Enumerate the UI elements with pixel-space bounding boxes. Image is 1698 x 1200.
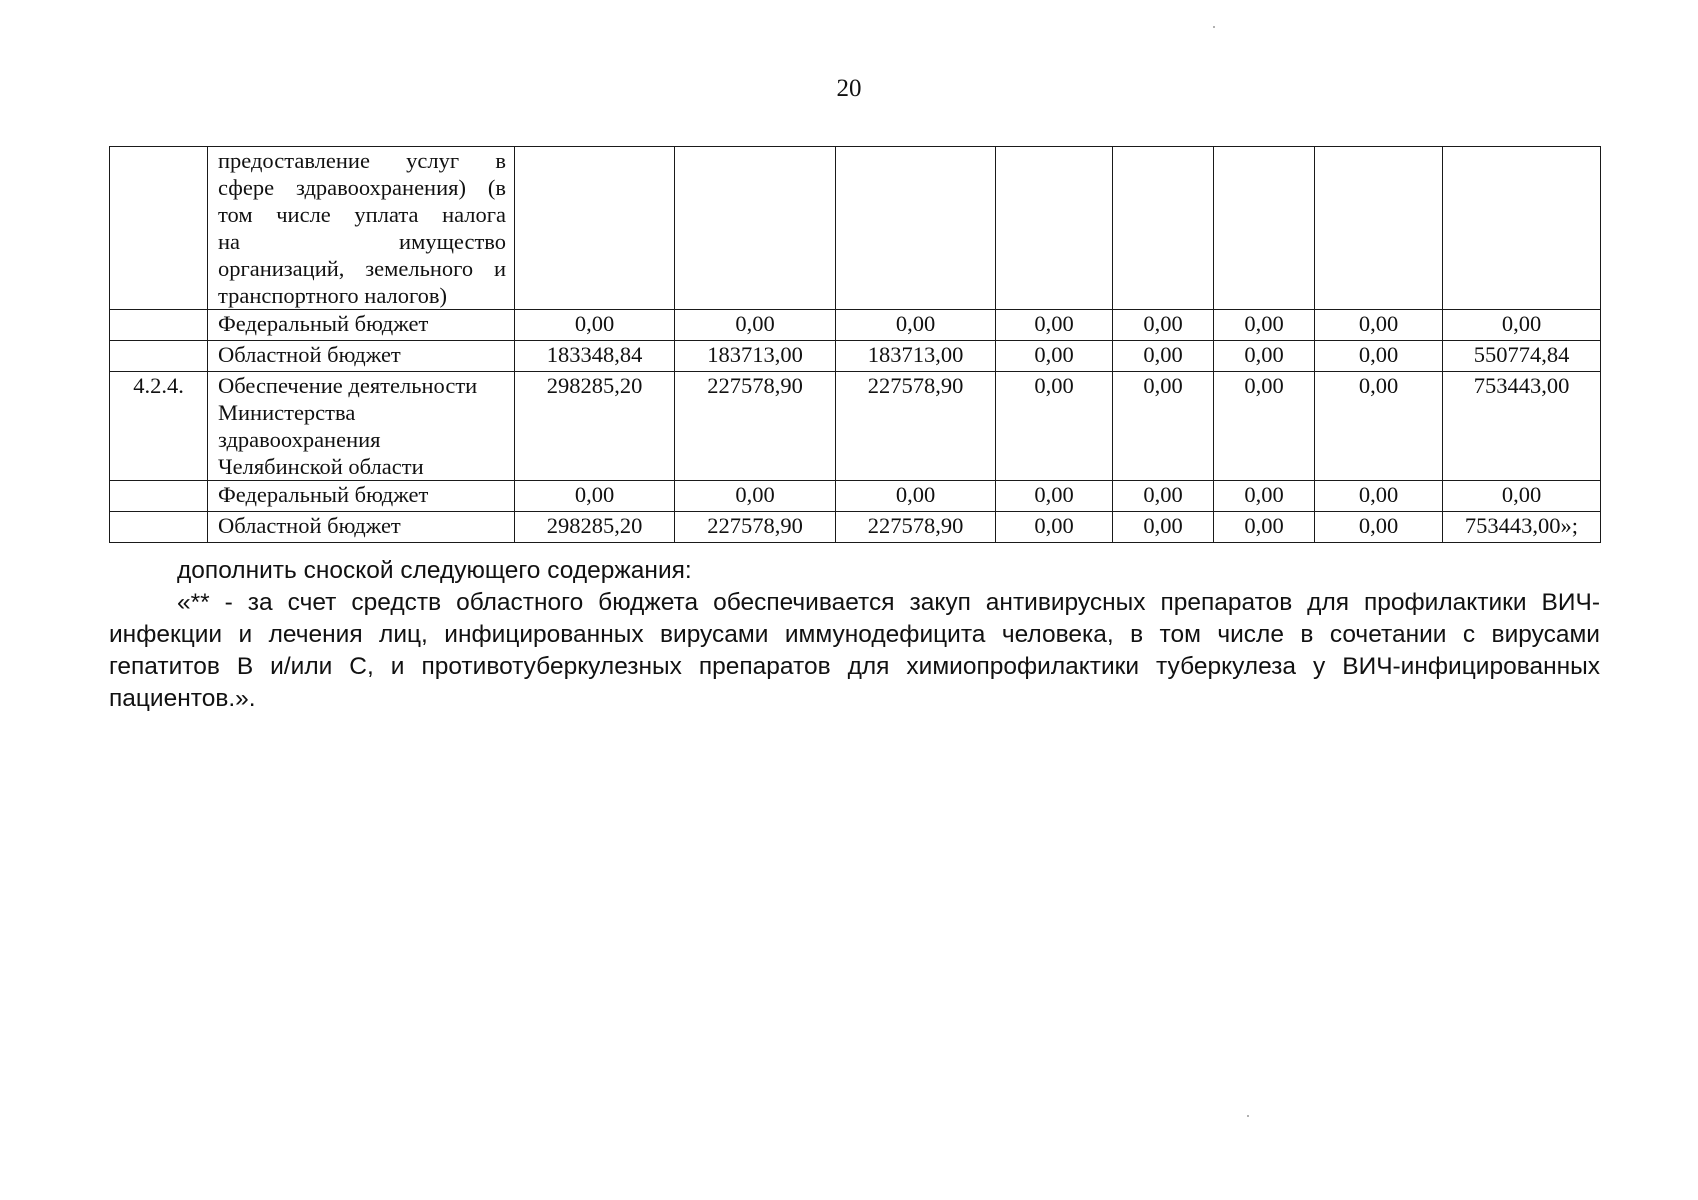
row-name: Областной бюджет	[208, 341, 515, 372]
row-value	[1113, 147, 1214, 310]
scan-speck	[1247, 1115, 1249, 1117]
row-name-line: здравоохранения	[218, 427, 381, 452]
table-row	[110, 372, 1601, 481]
table-row	[110, 481, 1601, 512]
row-value: 0,00	[1315, 481, 1443, 512]
row-value	[515, 147, 675, 310]
row-value: 0,00	[836, 481, 996, 512]
scan-speck	[1213, 26, 1215, 28]
row-code	[110, 147, 208, 310]
row-name: Федеральный бюджет	[208, 481, 515, 512]
row-value: 0,00	[1315, 512, 1443, 543]
row-value: 0,00	[996, 341, 1113, 372]
row-value: 227578,90	[836, 512, 996, 543]
budget-table	[109, 146, 1601, 543]
row-value	[1443, 147, 1601, 310]
row-value: 0,00	[996, 310, 1113, 341]
row-value: 0,00	[1113, 481, 1214, 512]
row-value: 0,00	[836, 310, 996, 341]
row-value: 227578,90	[675, 512, 836, 543]
row-name	[208, 147, 515, 310]
row-value: 0,00	[996, 372, 1113, 481]
row-name-line: предоставление услуг в	[218, 148, 506, 173]
row-name-line: сфере здравоохранения) (в	[218, 175, 506, 200]
row-value: 183348,84	[515, 341, 675, 372]
row-value	[675, 147, 836, 310]
row-value: 0,00	[1315, 310, 1443, 341]
row-value: 298285,20	[515, 372, 675, 481]
row-value: 0,00	[1214, 310, 1315, 341]
row-value: 298285,20	[515, 512, 675, 543]
row-value: 183713,00	[836, 341, 996, 372]
table-row	[110, 147, 1601, 310]
row-value	[1214, 147, 1315, 310]
row-value: 0,00	[1113, 372, 1214, 481]
row-value: 227578,90	[836, 372, 996, 481]
row-name-line: Обеспечение деятельности	[218, 373, 478, 398]
row-value: 0,00	[1315, 372, 1443, 481]
row-value: 0,00	[996, 481, 1113, 512]
row-name-line: Челябинской области	[218, 454, 424, 479]
row-name-line: на имущество	[218, 229, 506, 254]
row-name: Областной бюджет	[208, 512, 515, 543]
footnote-text: «** - за счет средств областного бюджета обеспечивается закуп антивирусных препаратов для профилактики ВИЧ-инфекции и лечения лиц, инфицированных вирусами иммунодефицита человека, в том числе в сочетании с вирусами гепатитов В и/или С, и противотуберкулезных препаратов для химиопрофилактики туберкулеза у ВИЧ-инфицированных пациентов.».	[109, 589, 1600, 712]
footnote-intro: дополнить сноской следующего содержания:	[177, 557, 692, 584]
row-code	[110, 512, 208, 543]
row-code: 4.2.4.	[110, 372, 208, 481]
row-value: 0,00	[1113, 341, 1214, 372]
table-row	[110, 512, 1601, 543]
row-name-line: том числе уплата налога	[218, 202, 506, 227]
row-value	[1315, 147, 1443, 310]
row-value: 0,00	[515, 310, 675, 341]
row-value: 0,00	[1214, 481, 1315, 512]
row-value	[996, 147, 1113, 310]
row-value: 550774,84	[1443, 341, 1601, 372]
row-name-line: Министерства	[218, 400, 356, 425]
row-code	[110, 310, 208, 341]
row-value: 0,00	[1214, 372, 1315, 481]
row-value: 0,00	[1214, 512, 1315, 543]
row-value: 0,00	[675, 481, 836, 512]
row-value: 753443,00	[1443, 372, 1601, 481]
row-value	[836, 147, 996, 310]
page-number: 20	[836, 75, 862, 102]
row-value: 0,00	[1315, 341, 1443, 372]
row-name: Федеральный бюджет	[208, 310, 515, 341]
table-row	[110, 341, 1601, 372]
row-value: 753443,00»;	[1443, 512, 1601, 543]
row-name	[208, 372, 515, 481]
row-value: 0,00	[515, 481, 675, 512]
row-value: 0,00	[1113, 310, 1214, 341]
row-code	[110, 481, 208, 512]
table-row	[110, 310, 1601, 341]
row-name-line: организаций, земельного и	[218, 256, 506, 281]
row-value: 0,00	[1214, 341, 1315, 372]
row-value: 0,00	[1443, 310, 1601, 341]
row-code	[110, 341, 208, 372]
row-value: 227578,90	[675, 372, 836, 481]
row-value: 0,00	[1443, 481, 1601, 512]
row-value: 0,00	[675, 310, 836, 341]
row-value: 183713,00	[675, 341, 836, 372]
row-name-line: транспортного налогов)	[218, 283, 448, 308]
row-value: 0,00	[1113, 512, 1214, 543]
row-value: 0,00	[996, 512, 1113, 543]
